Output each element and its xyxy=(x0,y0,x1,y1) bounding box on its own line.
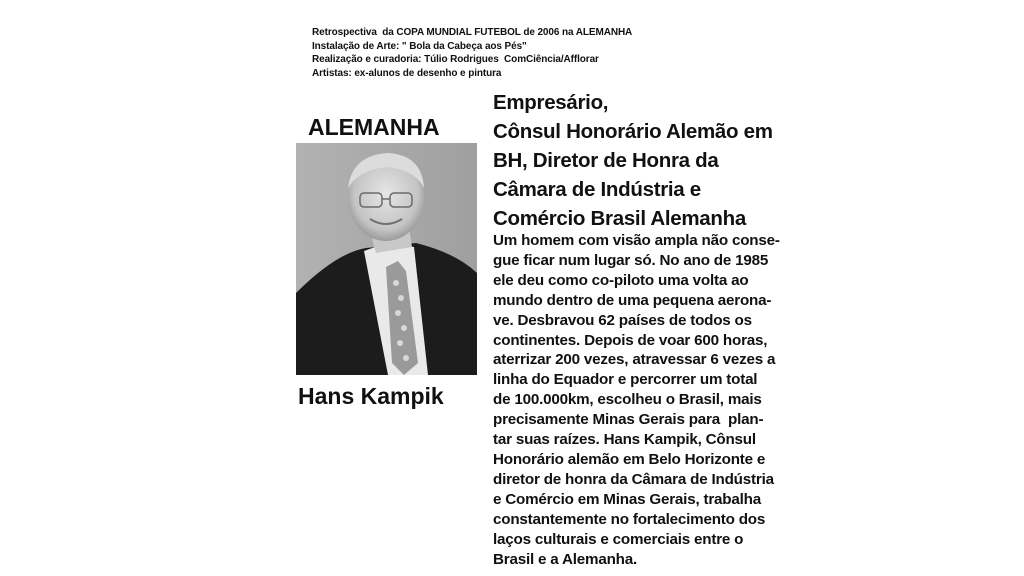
title-line: Cônsul Honorário Alemão em xyxy=(493,120,773,143)
biography-text xyxy=(493,231,780,569)
bio-line: Brasil e a Alemanha. xyxy=(493,550,638,568)
title-line: Empresário, xyxy=(493,91,609,114)
bio-line: ve. Desbravou 62 países de todos os xyxy=(493,311,752,329)
bio-line: precisamente Minas Gerais para plan- xyxy=(493,411,764,429)
bio-line: continentes. Depois de voar 600 horas, xyxy=(493,331,768,349)
person-name: Hans Kampik xyxy=(298,383,444,409)
title-line: Câmara de Indústria e xyxy=(493,178,701,201)
portrait-image xyxy=(296,143,477,375)
bio-line: Um homem com visão ampla não conse- xyxy=(493,232,780,249)
exhibition-header xyxy=(312,26,632,80)
bio-line: mundo dentro de uma pequena aerona- xyxy=(493,291,772,309)
bio-line: aterrizar 200 vezes, atravessar 6 vezes a xyxy=(493,351,776,369)
header-line-curation: Realização e curadoria: Túlio Rodrigues ComCiência/Afflorar xyxy=(312,54,599,65)
country-heading: ALEMANHA xyxy=(308,114,440,140)
header-line-event: Retrospectiva da COPA MUNDIAL FUTEBOL de 2006 na ALEMANHA xyxy=(312,27,633,38)
bio-line: gue ficar num lugar só. No ano de 1985 xyxy=(493,251,769,269)
person-title xyxy=(493,88,773,233)
portrait-photo xyxy=(296,143,477,375)
header-line-installation: Instalação de Arte: " Bola da Cabeça aos Pés" xyxy=(312,40,527,52)
bio-line: diretor de honra da Câmara de Indústria xyxy=(493,470,774,488)
bio-line: ele deu como co-piloto uma volta ao xyxy=(493,271,749,289)
bio-line: linha do Equador e percorrer um total xyxy=(493,371,758,389)
bio-line: tar suas raízes. Hans Kampik, Cônsul xyxy=(493,431,756,449)
bio-line: Honorário alemão em Belo Horizonte e xyxy=(493,450,766,468)
title-line: BH, Diretor de Honra da xyxy=(493,149,719,172)
title-line: Comércio Brasil Alemanha xyxy=(493,207,746,230)
bio-line: e Comércio em Minas Gerais, trabalha xyxy=(493,490,761,508)
bio-line: constantemente no fortalecimento dos xyxy=(493,510,766,528)
bio-line: de 100.000km, escolheu o Brasil, mais xyxy=(493,391,762,409)
bio-line: laços culturais e comerciais entre o xyxy=(493,530,744,548)
header-line-artists: Artistas: ex-alunos de desenho e pintura xyxy=(312,67,502,79)
